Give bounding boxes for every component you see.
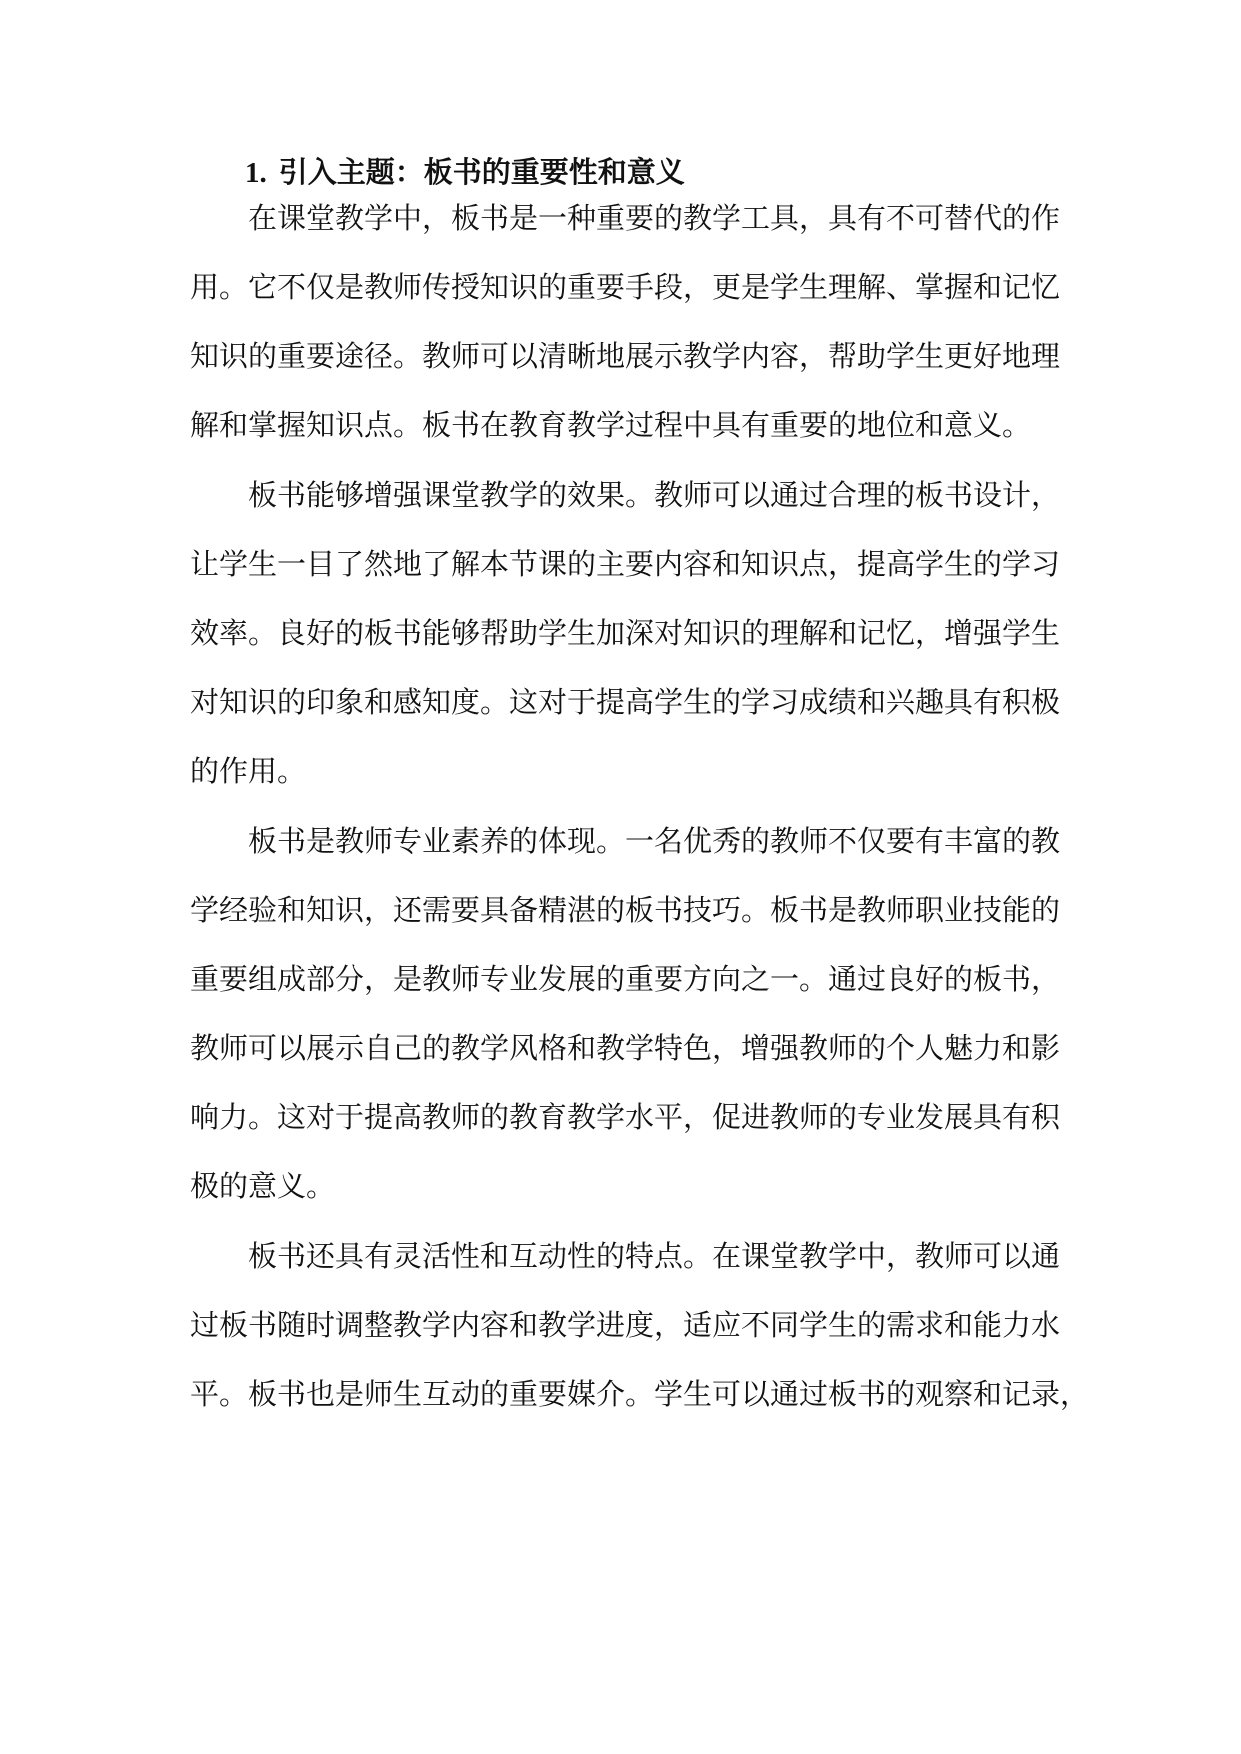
paragraph-1-line-4: 解和掌握知识点。板书在教育教学过程中具有重要的地位和意义。 [190, 408, 1032, 442]
paragraph-2-line-1: 板书能够增强课堂教学的效果。教师可以通过合理的板书设计， [248, 478, 1061, 512]
paragraph-3-line-1: 板书是教师专业素养的体现。一名优秀的教师不仅要有丰富的教 [248, 824, 1061, 858]
paragraph-2-line-3: 效率。良好的板书能够帮助学生加深对知识的理解和记忆，增强学生 [190, 616, 1061, 650]
paragraph-3-line-2: 学经验和知识，还需要具备精湛的板书技巧。板书是教师职业技能的 [190, 893, 1061, 927]
paragraph-3-line-3: 重要组成部分，是教师专业发展的重要方向之一。通过良好的板书， [190, 962, 1061, 996]
paragraph-1-line-3: 知识的重要途径。教师可以清晰地展示教学内容，帮助学生更好地理 [190, 339, 1061, 373]
paragraph-1-line-2: 用。它不仅是教师传授知识的重要手段，更是学生理解、掌握和记忆 [190, 270, 1061, 304]
paragraph-4-line-1: 板书还具有灵活性和互动性的特点。在课堂教学中，教师可以通 [248, 1239, 1061, 1273]
paragraph-2-line-4: 对知识的印象和感知度。这对于提高学生的学习成绩和兴趣具有积极 [190, 685, 1061, 719]
section-heading [245, 147, 685, 198]
paragraph-3-line-6: 极的意义。 [190, 1169, 336, 1203]
paragraph-2-line-2: 让学生一目了然地了解本节课的主要内容和知识点，提高学生的学习 [190, 547, 1061, 581]
section-title: 引入主题：板书的重要性和意义 [278, 155, 685, 189]
section-number: 1. [245, 157, 267, 189]
paragraph-3-line-4: 教师可以展示自己的教学风格和教学特色，增强教师的个人魅力和影 [190, 1031, 1061, 1065]
paragraph-2-line-5: 的作用。 [190, 754, 307, 788]
paragraph-4-line-3: 平。板书也是师生互动的重要媒介。学生可以通过板书的观察和记录， [190, 1377, 1090, 1411]
paragraph-4-line-2: 过板书随时调整教学内容和教学进度，适应不同学生的需求和能力水 [190, 1308, 1061, 1342]
paragraph-1-line-1: 在课堂教学中，板书是一种重要的教学工具，具有不可替代的作 [248, 201, 1061, 235]
paragraph-3-line-5: 响力。这对于提高教师的教育教学水平，促进教师的专业发展具有积 [190, 1100, 1061, 1134]
